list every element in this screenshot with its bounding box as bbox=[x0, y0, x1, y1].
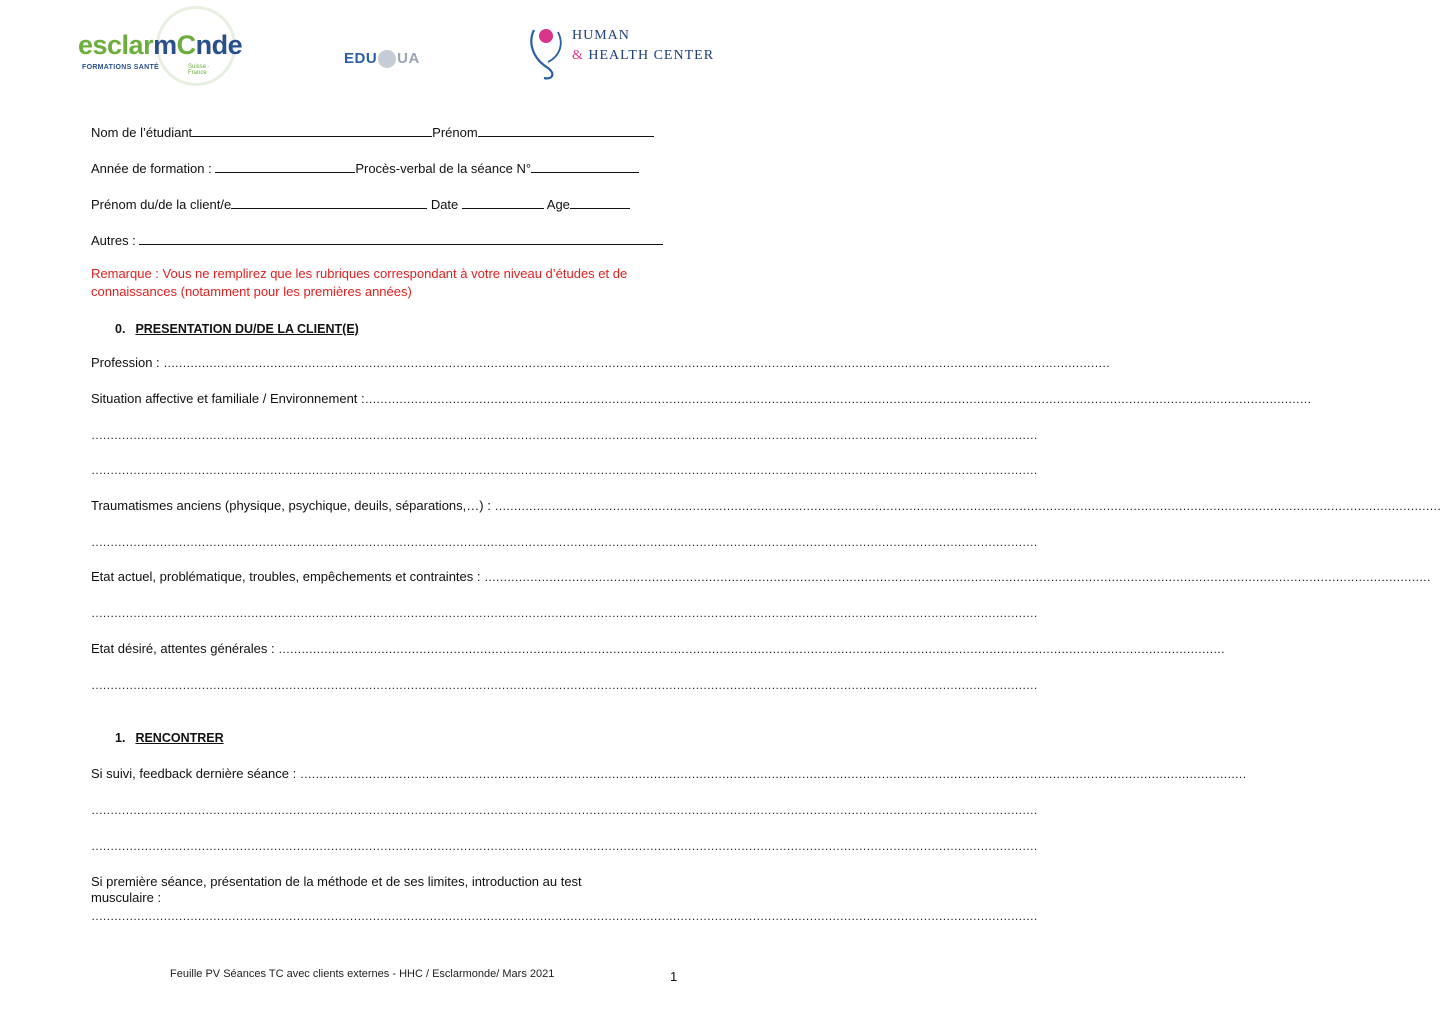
line-autres bbox=[91, 232, 677, 249]
esclarmonde-subtitle-2: Suisse · France bbox=[188, 64, 210, 76]
premiere-seance-line1: Si première séance, présentation de la méthode et de ses limites, introduction au test bbox=[91, 874, 582, 889]
nom-field[interactable] bbox=[192, 124, 432, 137]
section-0-heading bbox=[115, 322, 359, 336]
dotted-fill: …………………………………………………………………………………………………………………………………………………………………………………………………………………………… bbox=[278, 642, 1225, 656]
pv-label: Procès-verbal de la séance N° bbox=[355, 161, 532, 176]
age-field[interactable] bbox=[570, 196, 630, 209]
hhc-line2: & HEALTH CENTER bbox=[572, 48, 715, 63]
suivi-line[interactable] bbox=[91, 766, 1247, 782]
line-annee-pv bbox=[91, 160, 677, 177]
age-label: Age bbox=[543, 197, 570, 212]
esclarmonde-subtitle: FORMATIONS SANTÉ bbox=[82, 64, 160, 71]
date-field[interactable] bbox=[462, 196, 544, 209]
dotted-line[interactable]: …………………………………………………………………………………………………………………………………………………………………………………………………………………………… bbox=[91, 535, 1038, 549]
etat-actuel-line[interactable] bbox=[91, 569, 1431, 585]
section-number: 1. bbox=[115, 731, 126, 745]
section-number: 0. bbox=[115, 322, 126, 336]
section-title: PRESENTATION DU/DE LA CLIENT(E) bbox=[135, 322, 359, 336]
pv-field[interactable] bbox=[531, 160, 639, 173]
dotted-line[interactable]: …………………………………………………………………………………………………………………………………………………………………………………………………………………………… bbox=[91, 909, 1038, 923]
dotted-fill: …………………………………………………………………………………………………………………………………………………………………………………………………………………………… bbox=[494, 499, 1441, 513]
dotted-fill: …………………………………………………………………………………………………………………………………………………………………………………………………………………………… bbox=[299, 767, 1247, 781]
eduqua-q-icon bbox=[378, 50, 396, 68]
client-label: Prénom du/de la client/e bbox=[91, 197, 232, 212]
suivi-label: Si suivi, feedback dernière séance : bbox=[91, 766, 300, 781]
dotted-fill: …………………………………………………………………………………………………………………………………………………………………………………………………………………………… bbox=[484, 570, 1431, 584]
section-title: RENCONTRER bbox=[135, 731, 224, 745]
dotted-line[interactable]: …………………………………………………………………………………………………………………………………………………………………………………………………………………………… bbox=[91, 428, 1038, 442]
situation-label: Situation affective et familiale / Environnement : bbox=[91, 391, 365, 406]
eduqua-ua: UA bbox=[397, 50, 420, 67]
situation-line[interactable] bbox=[91, 391, 1311, 407]
hhc-logo bbox=[526, 24, 746, 84]
prenom-label: Prénom bbox=[432, 125, 478, 140]
autres-label: Autres : bbox=[91, 233, 140, 248]
hhc-figure-icon bbox=[526, 24, 566, 80]
eduqua-logo bbox=[344, 46, 434, 76]
footer-text: Feuille PV Séances TC avec clients externes - HHC / Esclarmonde/ Mars 2021 bbox=[170, 968, 555, 980]
annee-field[interactable] bbox=[215, 160, 355, 173]
line-nom-prenom bbox=[91, 124, 677, 141]
etat-actuel-label: Etat actuel, problématique, troubles, empêchements et contraintes : bbox=[91, 569, 485, 584]
esclarmonde-logo bbox=[78, 12, 243, 82]
dotted-fill: …………………………………………………………………………………………………………………………………………………………………………………………………………………………… bbox=[364, 392, 1311, 406]
etat-desire-label: Etat désiré, attentes générales : bbox=[91, 641, 279, 656]
eduqua-edu: EDU bbox=[344, 50, 378, 67]
esclarmonde-wordmark: esclarmCnde bbox=[78, 30, 243, 60]
nom-label: Nom de l’étudiant bbox=[91, 125, 193, 140]
traumatismes-line[interactable] bbox=[91, 498, 1441, 514]
profession-line[interactable] bbox=[91, 355, 1110, 371]
dotted-line[interactable]: …………………………………………………………………………………………………………………………………………………………………………………………………………………………… bbox=[91, 606, 1038, 620]
prenom-field[interactable] bbox=[478, 124, 654, 137]
traumatismes-label: Traumatismes anciens (physique, psychique, deuils, séparations,…) : bbox=[91, 498, 495, 513]
dotted-line[interactable]: …………………………………………………………………………………………………………………………………………………………………………………………………………………………… bbox=[91, 678, 1038, 692]
hhc-line1: HUMAN bbox=[572, 28, 630, 43]
dotted-fill: …………………………………………………………………………………………………………………………………………………………………………………………………………………………… bbox=[163, 356, 1110, 370]
dotted-line[interactable]: …………………………………………………………………………………………………………………………………………………………………………………………………………………………… bbox=[91, 803, 1038, 817]
dotted-line[interactable]: …………………………………………………………………………………………………………………………………………………………………………………………………………………………… bbox=[91, 839, 1038, 853]
etat-desire-line[interactable] bbox=[91, 641, 1225, 657]
page-number: 1 bbox=[670, 969, 678, 984]
remark-text: Remarque : Vous ne remplirez que les rubriques correspondant à votre niveau d’études et de connaissances (notamment pour les premières années) bbox=[91, 266, 628, 299]
date-label: Date bbox=[427, 197, 462, 212]
section-1-heading bbox=[115, 731, 224, 745]
annee-label: Année de formation : bbox=[91, 161, 216, 176]
line-client-date-age bbox=[91, 196, 677, 213]
premiere-seance-line2: musculaire : bbox=[91, 890, 162, 905]
client-field[interactable] bbox=[231, 196, 427, 209]
autres-field[interactable] bbox=[139, 232, 663, 245]
dotted-line[interactable]: …………………………………………………………………………………………………………………………………………………………………………………………………………………………… bbox=[91, 463, 1038, 477]
profession-label: Profession : bbox=[91, 355, 164, 370]
